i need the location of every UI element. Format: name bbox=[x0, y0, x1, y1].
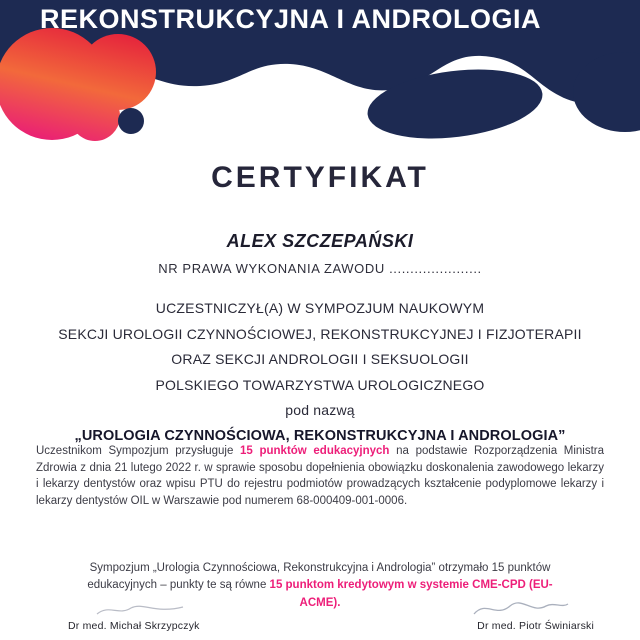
statement-line: SEKCJI UROLOGII CZYNNOŚCIOWEJ, REKONSTRUKCYJNEJ I FIZJOTERAPII bbox=[58, 325, 582, 342]
signature-right-name: Dr med. Piotr Świniarski bbox=[477, 620, 594, 632]
license-line bbox=[0, 261, 640, 276]
statement-line: ORAZ SEKCJI ANDROLOGII I SEKSUOLOGII bbox=[171, 351, 469, 367]
education-points-highlight: 15 punktów edukacyjnych bbox=[240, 445, 390, 457]
credit-points-highlight: 15 punktom kredytowym w systemie CME-CPD (EU-ACME). bbox=[269, 579, 553, 609]
statement-line: UCZESTNICZYŁ(A) W SYMPOZJUM NAUKOWYM bbox=[155, 300, 485, 316]
signature-left-scribble bbox=[95, 602, 185, 618]
header-title: REKONSTRUKCYJNA I ANDROLOGIA bbox=[40, 4, 542, 34]
license-label: NR PRAWA WYKONANIA ZAWODU bbox=[158, 261, 385, 276]
education-points-paragraph bbox=[36, 443, 604, 510]
statement-line: POLSKIEGO TOWARZYSTWA UROLOGICZNEGO bbox=[155, 376, 485, 393]
license-dots: ...................... bbox=[389, 261, 482, 276]
recipient-name: ALEX SZCZEPAŃSKI bbox=[226, 231, 414, 251]
certificate-title: CERTYFIKAT bbox=[211, 161, 429, 194]
paragraph-text: Sympozjum „Urologia Czynnościowa, Rekonstrukcyjna i Andrologia” otrzymało 15 punktów edukacyjnych – punkty te są równe bbox=[87, 562, 551, 592]
paragraph-text: na podstawie Rozporządzenia Ministra Zdrowia z dnia 21 lutego 2022 r. w sprawie sposobu dopełnienia obowiązku doskonalenia zawodowego lekarzy i lekarzy dentystów oraz wpisu PTU do rejestru podmiotów prowadzących kształcenie podyplomowe lekarzy i lekarzy dentystów OIL w Warszawie pod numerem 68-000409-001-0006. bbox=[36, 445, 605, 508]
navy-dot bbox=[118, 108, 144, 134]
paragraph-text: Uczestnikom Sympozjum przysługuje bbox=[36, 445, 241, 457]
signature-left-name: Dr med. Michał Skrzypczyk bbox=[68, 620, 200, 632]
statement-block bbox=[0, 296, 640, 449]
event-title: „UROLOGIA CZYNNOŚCIOWA, REKONSTRUKCYJNA I ANDROLOGIA” bbox=[74, 427, 566, 444]
signature-right-scribble bbox=[470, 598, 570, 620]
statement-line: pod nazwą bbox=[285, 402, 355, 418]
